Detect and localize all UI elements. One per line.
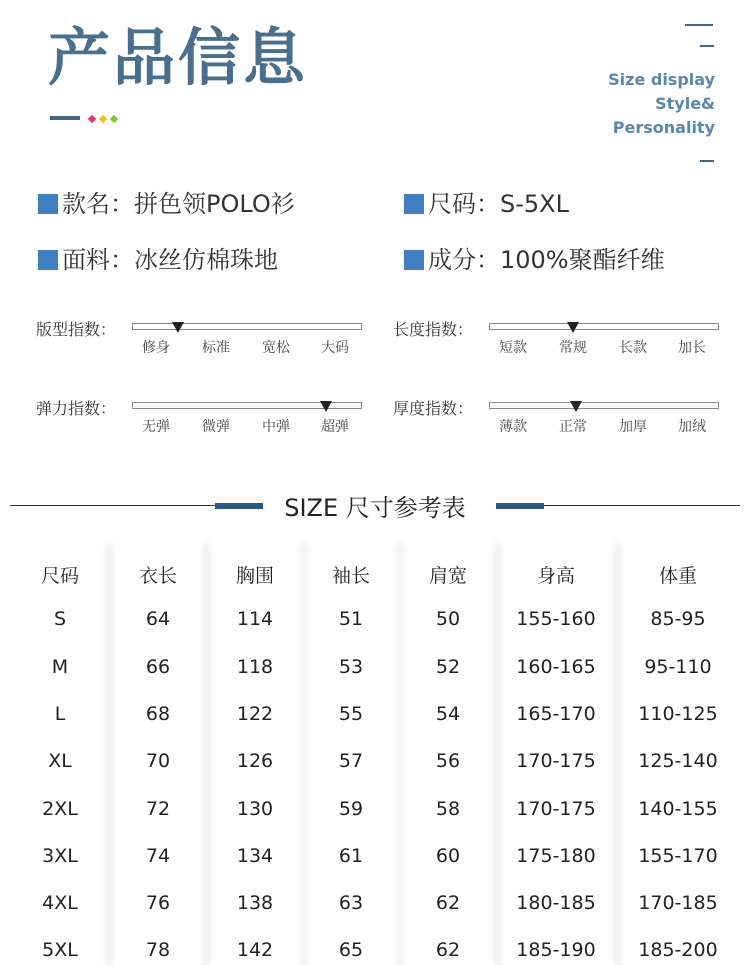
scale-marker-icon bbox=[172, 322, 184, 333]
decor-dash bbox=[700, 160, 714, 162]
table-cell: 5XL bbox=[42, 939, 78, 962]
bullet-square-icon bbox=[38, 194, 58, 214]
subtitle-line: Size display bbox=[608, 70, 715, 89]
table-cell: 138 bbox=[236, 892, 274, 915]
scale-option: 中弹 bbox=[262, 419, 290, 435]
section-divider bbox=[544, 505, 740, 506]
table-cell: 58 bbox=[435, 797, 461, 820]
table-cell: 185-200 bbox=[638, 939, 718, 962]
subtitle-line: Style& bbox=[655, 94, 715, 113]
table-cell: 142 bbox=[236, 939, 274, 962]
table-cell: 180-185 bbox=[516, 892, 596, 915]
table-cell: 64 bbox=[145, 608, 171, 631]
subtitle-line: Personality bbox=[612, 118, 715, 137]
thickness-index-scale bbox=[393, 396, 723, 456]
table-header-cell: 身高 bbox=[536, 565, 575, 587]
table-header-cell: 体重 bbox=[658, 565, 697, 587]
scale-option: 修身 bbox=[142, 340, 170, 356]
scale-option: 无弹 bbox=[142, 419, 170, 435]
table-cell: 3XL bbox=[42, 844, 78, 867]
table-cell: 55 bbox=[338, 702, 364, 725]
scale-option: 加绒 bbox=[678, 419, 706, 435]
scale-option: 加长 bbox=[678, 340, 706, 356]
table-cell: 126 bbox=[236, 750, 274, 773]
style-name-text: 款名：拼色领POLO衫 bbox=[62, 190, 295, 218]
info-style-name bbox=[38, 184, 295, 219]
table-cell: 61 bbox=[338, 844, 364, 867]
table-cell: 155-160 bbox=[516, 608, 596, 631]
fit-index-scale bbox=[36, 317, 366, 377]
table-header-cell: 胸围 bbox=[235, 565, 274, 587]
table-cell: 4XL bbox=[42, 892, 78, 915]
table-cell: 66 bbox=[145, 655, 171, 678]
title-underline bbox=[50, 116, 80, 120]
section-accent-bar bbox=[496, 503, 544, 509]
scale-marker-icon bbox=[570, 401, 582, 412]
scale-marker-icon bbox=[567, 322, 579, 333]
scale-option: 长款 bbox=[619, 340, 647, 356]
scale-label: 版型指数： bbox=[36, 320, 117, 339]
size-table-title: SIZE 尺寸参考表 bbox=[284, 494, 466, 522]
table-cell: 70 bbox=[145, 750, 171, 773]
table-header-cell: 尺码 bbox=[40, 565, 79, 587]
table-cell: 74 bbox=[145, 844, 171, 867]
decor-dash bbox=[700, 45, 714, 47]
composition-text: 成分：100%聚酯纤维 bbox=[428, 246, 665, 274]
table-cell: 68 bbox=[145, 702, 171, 725]
table-header-cell: 衣长 bbox=[138, 565, 177, 587]
bullet-square-icon bbox=[404, 194, 424, 214]
table-cell: 185-190 bbox=[516, 939, 596, 962]
scale-option: 薄款 bbox=[499, 419, 527, 435]
table-cell: 170-175 bbox=[516, 797, 596, 820]
table-cell: 52 bbox=[435, 655, 461, 678]
table-cell: L bbox=[54, 702, 66, 725]
page-title: 产品信息 bbox=[48, 21, 309, 94]
size-range-text: 尺码：S-5XL bbox=[428, 190, 569, 218]
table-cell: 170-185 bbox=[638, 892, 718, 915]
scale-option: 微弹 bbox=[202, 419, 230, 435]
table-cell: 134 bbox=[236, 844, 274, 867]
scale-label: 厚度指数： bbox=[393, 399, 474, 418]
table-cell: 59 bbox=[338, 797, 364, 820]
fabric-text: 面料：冰丝仿棉珠地 bbox=[62, 246, 278, 274]
length-index-scale bbox=[393, 317, 723, 377]
table-cell: 95-110 bbox=[644, 655, 712, 678]
table-cell: 175-180 bbox=[516, 844, 596, 867]
table-cell: 118 bbox=[236, 655, 274, 678]
table-cell: XL bbox=[48, 750, 72, 773]
table-cell: 62 bbox=[435, 939, 461, 962]
scale-option: 短款 bbox=[499, 340, 527, 356]
info-fabric bbox=[38, 240, 278, 275]
table-cell: 110-125 bbox=[638, 702, 718, 725]
scale-track bbox=[489, 323, 719, 330]
scale-option: 加厚 bbox=[619, 419, 647, 435]
pink-diamond-icon bbox=[88, 115, 96, 123]
scale-option: 标准 bbox=[202, 340, 230, 356]
table-cell: 54 bbox=[435, 702, 461, 725]
bullet-square-icon bbox=[404, 250, 424, 270]
scale-option: 宽松 bbox=[262, 340, 290, 356]
table-cell: 160-165 bbox=[516, 655, 596, 678]
table-cell: 50 bbox=[435, 608, 461, 631]
scale-label: 长度指数： bbox=[393, 320, 474, 339]
table-cell: 85-95 bbox=[650, 608, 706, 631]
scale-track bbox=[489, 402, 719, 409]
info-size-range bbox=[404, 184, 569, 219]
table-header-cell: 肩宽 bbox=[428, 565, 467, 587]
table-cell: 57 bbox=[338, 750, 364, 773]
table-cell: 155-170 bbox=[638, 844, 718, 867]
yellow-diamond-icon bbox=[99, 115, 107, 123]
table-cell: M bbox=[51, 655, 69, 678]
column-separator bbox=[617, 545, 618, 965]
green-diamond-icon bbox=[110, 115, 118, 123]
table-cell: 125-140 bbox=[638, 750, 718, 773]
subtitle bbox=[608, 68, 715, 140]
table-cell: 65 bbox=[338, 939, 364, 962]
table-cell: 60 bbox=[435, 844, 461, 867]
table-header-cell: 袖长 bbox=[331, 565, 370, 587]
info-composition bbox=[404, 240, 665, 275]
scale-option: 常规 bbox=[559, 340, 587, 356]
table-cell: S bbox=[53, 608, 67, 631]
scale-option: 大码 bbox=[321, 340, 349, 356]
table-cell: 72 bbox=[145, 797, 171, 820]
table-cell: 76 bbox=[145, 892, 171, 915]
bullet-square-icon bbox=[38, 250, 58, 270]
table-cell: 62 bbox=[435, 892, 461, 915]
table-cell: 78 bbox=[145, 939, 171, 962]
table-cell: 170-175 bbox=[516, 750, 596, 773]
scale-option: 正常 bbox=[559, 419, 587, 435]
table-cell: 122 bbox=[236, 702, 274, 725]
scale-marker-icon bbox=[320, 401, 332, 412]
table-cell: 140-155 bbox=[638, 797, 718, 820]
elasticity-index-scale bbox=[36, 396, 366, 456]
table-cell: 2XL bbox=[42, 797, 78, 820]
scale-label: 弹力指数： bbox=[36, 399, 117, 418]
decor-dash bbox=[685, 24, 713, 26]
table-cell: 130 bbox=[236, 797, 274, 820]
table-cell: 63 bbox=[338, 892, 364, 915]
table-cell: 53 bbox=[338, 655, 364, 678]
scale-track bbox=[132, 323, 362, 330]
table-cell: 114 bbox=[236, 608, 274, 631]
scale-option: 超弹 bbox=[321, 419, 349, 435]
table-cell: 51 bbox=[338, 608, 364, 631]
table-cell: 56 bbox=[435, 750, 461, 773]
table-cell: 165-170 bbox=[516, 702, 596, 725]
